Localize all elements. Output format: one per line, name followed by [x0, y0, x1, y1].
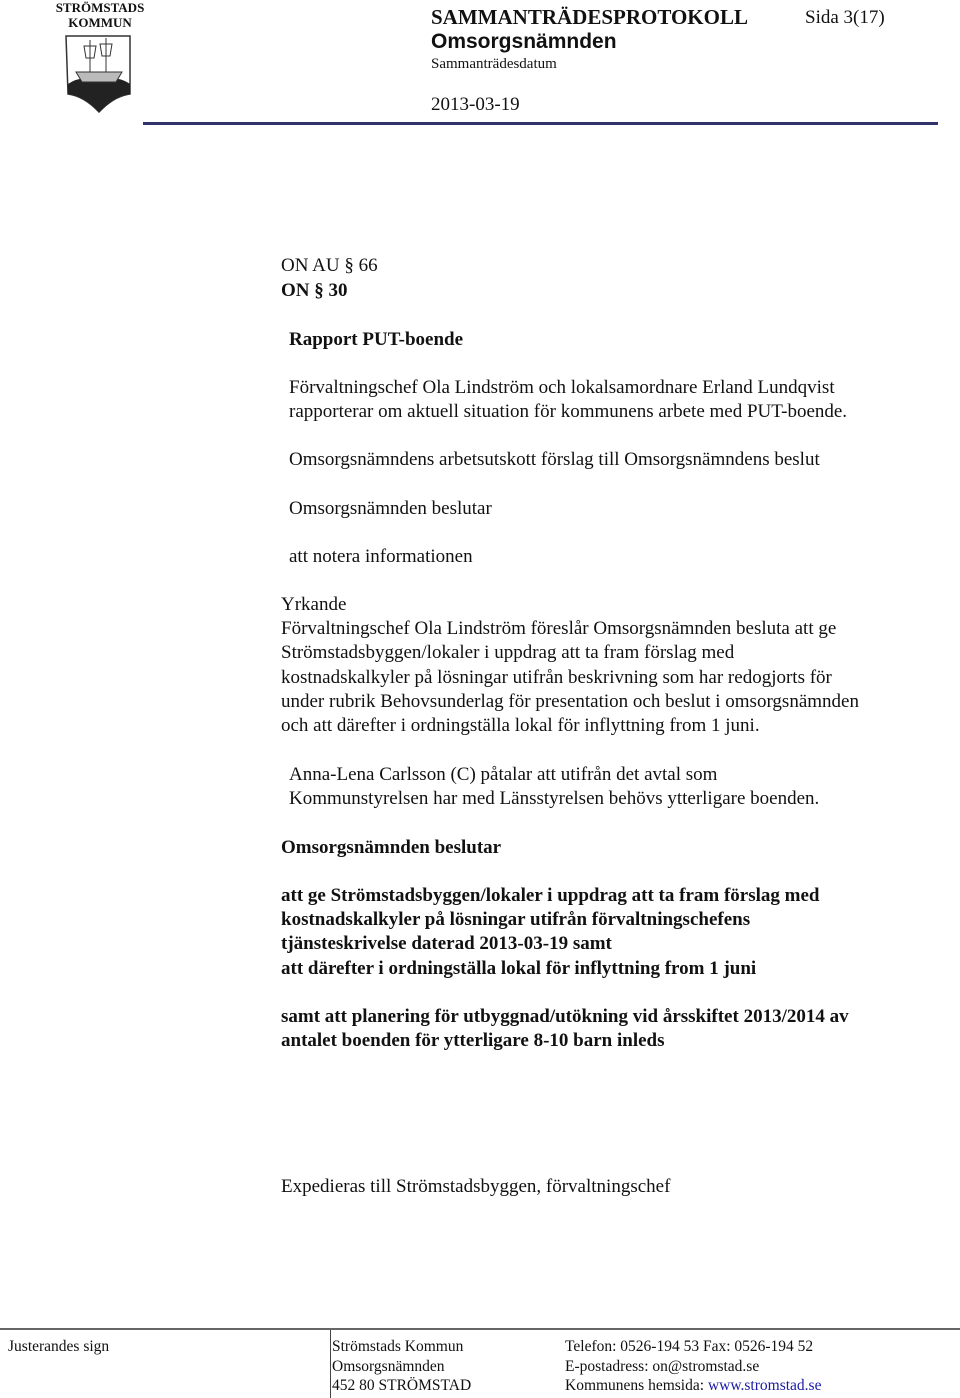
website-line — [565, 1376, 821, 1396]
decision-text-2 — [281, 1005, 849, 1053]
footer-divider — [0, 1328, 960, 1330]
au-decides: Omsorgsnämnden beslutar — [289, 498, 492, 519]
text-line: Anna-Lena Carlsson (C) påtalar att utifrån det avtal som — [289, 764, 718, 785]
text-line: att därefter i ordningställa lokal för inflyttning from 1 juni — [281, 957, 757, 979]
text-line: Förvaltningschef Ola Lindström föreslår Omsorgsnämnden besluta att ge — [281, 618, 837, 640]
decision-text — [281, 884, 819, 981]
organ-name: Omsorgsnämnden — [431, 30, 617, 53]
text-line: tjänsteskrivelse daterad 2013-03-19 samt — [281, 933, 612, 955]
meeting-date: 2013-03-19 — [431, 94, 520, 115]
decides-heading: Omsorgsnämnden beslutar — [281, 837, 502, 858]
yrkande-text — [281, 593, 859, 738]
signature-label: Justerandes sign — [8, 1338, 110, 1355]
footer-column-divider — [330, 1330, 331, 1398]
text-line: att ge Strömstadsbyggen/lokaler i uppdrag att ta fram förslag med — [281, 885, 820, 906]
footer-contact — [565, 1337, 821, 1396]
dispatch-text: Expedieras till Strömstadsbyggen, förvaltningschef — [281, 1176, 671, 1197]
address-line: Omsorgsnämnden — [332, 1357, 445, 1375]
website-link[interactable]: www.stromstad.se — [707, 1377, 822, 1394]
footer-address — [332, 1337, 471, 1396]
text-line: rapporterar om aktuell situation för kommunens arbete med PUT-boende. — [289, 401, 848, 423]
address-line: Strömstads Kommun — [332, 1338, 464, 1355]
text-line: under rubrik Behovsunderlag för presentation och beslut i omsorgsnämnden — [281, 690, 859, 712]
document-title: SAMMANTRÄDESPROTOKOLL — [431, 5, 748, 29]
header-divider — [143, 122, 938, 125]
text-line: samt att planering för utbyggnad/utökning vid årsskiftet 2013/2014 av — [281, 1006, 849, 1027]
date-label: Sammanträdesdatum — [431, 56, 557, 72]
phone-fax: Telefon: 0526-194 53 Fax: 0526-194 52 — [565, 1338, 814, 1355]
text-line: kostnadskalkyler på lösningar utifrån förvaltningschefens — [281, 909, 751, 931]
text-line: antalet boenden för ytterligare 8-10 barn inleds — [281, 1030, 665, 1052]
au-proposal: Omsorgsnämndens arbetsutskott förslag till Omsorgsnämndens beslut — [289, 449, 820, 470]
text-line: kostnadskalkyler på lösningar utifrån beskrivning som har redogjorts för — [281, 666, 832, 688]
logo-text — [40, 0, 160, 30]
text-line: Förvaltningschef Ola Lindström och lokalsamordnare Erland Lundqvist — [289, 377, 835, 398]
text-line: Yrkande — [281, 594, 347, 615]
logo-line: STRÖMSTADS — [55, 0, 145, 15]
coat-of-arms-icon — [64, 34, 134, 114]
text-line: och att därefter i ordningställa lokal för inflyttning from 1 juni. — [281, 715, 760, 737]
intro-text — [289, 376, 847, 424]
logo-line: KOMMUN — [68, 15, 132, 30]
website-label: Kommunens hemsida: — [565, 1377, 708, 1394]
paragraph-ref-au: ON AU § 66 — [281, 255, 378, 276]
remark-text — [289, 763, 819, 811]
section-heading: Rapport PUT-boende — [289, 329, 464, 350]
paragraph-ref-on: ON § 30 — [281, 280, 348, 301]
text-line: Strömstadsbyggen/lokaler i uppdrag att ta fram förslag med — [281, 642, 735, 664]
address-line: 452 80 STRÖMSTAD — [332, 1377, 472, 1394]
email: E-postadress: on@stromstad.se — [565, 1357, 760, 1375]
text-line: Kommunstyrelsen har med Länsstyrelsen behövs ytterligare boenden. — [289, 788, 820, 810]
au-decision: att notera informationen — [289, 546, 473, 567]
page-number: Sida 3(17) — [805, 7, 885, 28]
